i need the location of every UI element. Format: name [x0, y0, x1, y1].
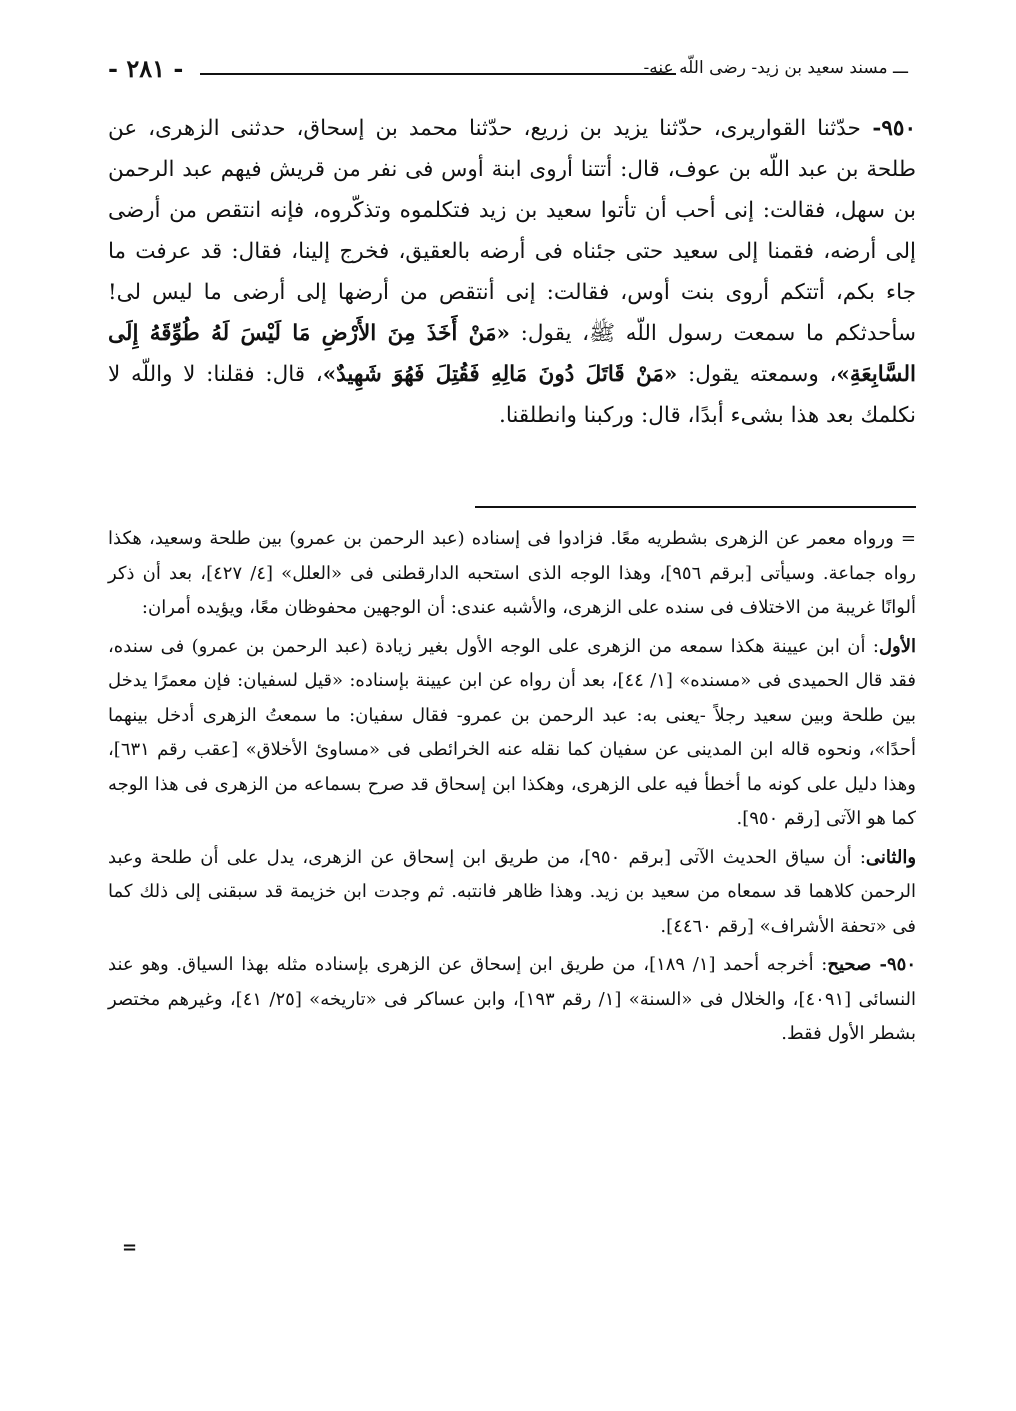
- prophetic-quote-2: «مَنْ قَاتَلَ دُونَ مَالِهِ فَقُتِلَ فَهُوَ شَهِيدٌ»: [322, 362, 678, 387]
- hadith-text: [108, 108, 916, 436]
- footnote-text: : أخرجه أحمد [١/ ١٨٩]، من طريق ابن إسحاق عن الزهرى بإسناده مثله بهذا السياق. وهو عند النسائى [٤٠٩١]، والخلال فى «السنة» [١/ رقم ١٩٣]، وابن عساكر فى «تاريخه» [٢٥/ ٤١]، وغيرهم مختصر بشطر الأول فقط.: [108, 954, 917, 1044]
- page-number: - ٢٨١ -: [108, 54, 184, 83]
- page-header: [108, 56, 908, 90]
- footnote-text: : أن سياق الحديث الآتى [برقم ٩٥٠]، من طريق ابن إسحاق عن الزهرى، يدل على أن طلحة وعبد الرحمن كلاهما قد سمعاه من سعيد بن زيد. وهذا ظاهر فانتبه. ثم وجدت ابن خزيمة قد سبقنى إلى ذلك كما فى «تحفة الأشراف» [رقم ٤٤٦٠].: [108, 846, 916, 937]
- footnote-paragraph: [108, 948, 916, 1052]
- hadith-body-part2: ، وسمعته يقول:: [677, 362, 837, 387]
- footnote-label: والثانى: [865, 846, 917, 868]
- footnote-text: = ورواه معمر عن الزهرى بشطريه معًا. فزادوا فى إسناده (عبد الرحمن بن عمرو) بين طلحة وسعيد، هكذا رواه جماعة. وسيأتى [برقم ٩٥٦]، وهذا الوجه الذى استحبه الدارقطنى فى «العلل» [٤/ ٤٢٧]، بعد أن ذكر ألوانًا غريبة من الاختلاف فى سنده على الزهرى، والأشبه عندى: أن الوجهين محفوظان معًا، ويؤيده أمران:: [108, 528, 916, 618]
- hadith-body-part1: حدّثنا القواريرى، حدّثنا يزيد بن زريع، حدّثنا محمد بن إسحاق، حدثنى الزهرى، عن طلحة بن عبد اللّه بن عوف، قال: أتتنا أروى ابنة أوس فى نفر من قريش فيهم عبد الرحمن بن سهل، فقالت: إنى أحب أن تأتوا سعيد بن زيد فتكلموه وتذكّروه، فإنه انتقص من أرضى إلى أرضه، فقمنا إلى سعيد حتى جئناه فى أرضه بالعقيق، فخرج إلينا، فقال: قد عرفت ما جاء بكم، أتتكم أروى بنت أوس، فقالت: إنى أنتقص من أرضها إلى أرضى ما ليس لى! سأحدثكم ما سمعت رسول اللّه ﷺ، يقول:: [108, 116, 916, 346]
- header-rule: [200, 73, 676, 75]
- prophetic-quote-1: «مَنْ أَخَذَ مِنَ الأَرْضِ مَا لَيْسَ لَهُ طُوِّقَهُ إِلَى السَّابِعَةِ»: [108, 321, 916, 387]
- continuation-mark: =: [122, 1237, 138, 1258]
- footnotes: [108, 522, 916, 1056]
- footnote-paragraph: [108, 522, 916, 626]
- hadith-body-part3: ، قال: فقلنا: لا واللّه لا نكلمك بعد هذا بشىء أبدًا، قال: وركبنا وانطلقنا.: [108, 362, 916, 428]
- footnote-divider: [475, 506, 916, 508]
- footnote-text: : أن ابن عيينة هكذا سمعه من الزهرى على الوجه الأول بغير زيادة (عبد الرحمن بن عمرو) فى سنده، فقد قال الحميدى فى «مسنده» [١/ ٤٤]، بعد أن رواه عن ابن عيينة بإسناده: «قيل لسفيان: فإن معمرًا يدخل بين طلحة وبين سعيد رجلاً -يعنى به: عبد الرحمن بن عمرو- فقال سفيان: ما سمعتُ الزهرى أدخل بينهما أحدًا»، ونحوه قاله ابن المدينى عن سفيان كما نقله عنه الخرائطى فى «مساوئ الأخلاق» [عقب رقم ٦٣١]، وهذا دليل على كونه ما أخطأ فيه على الزهرى، وهكذا ابن إسحاق قد صرح بسماعه من الزهرى فى هذا الوجه كما هو الآتى [رقم ٩٥٠].: [108, 635, 916, 829]
- hadith-number: ٩٥٠-: [860, 116, 916, 141]
- footnote-label: الأول: [878, 635, 916, 657]
- footnote-paragraph: [108, 841, 916, 945]
- footnote-paragraph: [108, 630, 916, 837]
- running-title: ـــ مسند سعيد بن زيد- رضى اللّه عنه-: [643, 58, 908, 78]
- footnote-label: ٩٥٠- صحيح: [827, 954, 916, 975]
